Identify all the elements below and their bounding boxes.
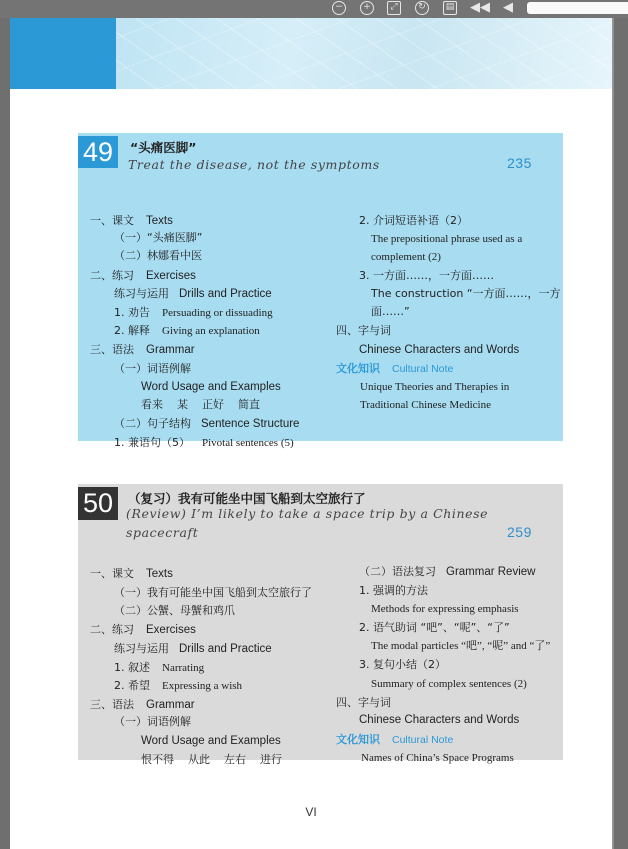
toc-text: Grammar <box>146 344 195 356</box>
prev-page-icon[interactable]: ◀◀ <box>470 0 490 15</box>
toc-line <box>371 232 522 246</box>
lesson-title-en: Treat the disease, not the symptoms <box>128 157 380 172</box>
toc-line <box>336 696 391 710</box>
toc-line <box>141 380 281 394</box>
toc-line <box>141 734 281 748</box>
toc-text: 从此 <box>188 753 210 766</box>
toc-line <box>90 698 195 712</box>
toc-text: 面……” <box>371 305 410 318</box>
toc-text: （二）句子结构 <box>114 417 191 430</box>
search-field[interactable] <box>527 2 628 14</box>
toc-line <box>114 679 242 693</box>
toc-line <box>114 287 272 301</box>
zoom-out-icon[interactable]: − <box>332 1 346 15</box>
fit-page-icon[interactable]: ⤢ <box>387 1 401 15</box>
toc-text: 2. 语气助词 “吧”、“呢”、“了” <box>359 621 510 634</box>
toc-line <box>336 362 453 376</box>
toc-line <box>371 639 550 653</box>
toc-line <box>359 621 510 635</box>
toc-text: 四、字与词 <box>336 324 391 337</box>
header-banner-block <box>10 18 116 89</box>
lesson-title-cn: “头痛医脚” <box>130 140 197 155</box>
lesson-title-en-line1: (Review) I’m likely to take a space trip by a Chinese <box>126 506 489 521</box>
toc-text: Word Usage and Examples <box>141 381 281 393</box>
toc-text: 正好 <box>202 398 224 411</box>
toc-text: Chinese Characters and Words <box>359 344 520 356</box>
rotate-icon[interactable]: ↻ <box>415 1 429 15</box>
toc-text: 进行 <box>260 753 282 766</box>
toc-line <box>114 417 299 431</box>
toc-line <box>141 753 296 767</box>
document-page <box>10 18 612 849</box>
toc-line <box>114 604 235 618</box>
toc-text: 练习与运用 <box>114 642 169 655</box>
toc-text: Pivotal sentences (5) <box>202 437 294 449</box>
lesson-49-box <box>78 133 563 449</box>
toc-text: 2. 解释 <box>114 324 150 337</box>
toc-line <box>359 584 428 598</box>
toc-line <box>114 642 272 656</box>
toc-text: 2. 希望 <box>114 679 150 692</box>
lesson-page-number: 259 <box>507 524 532 540</box>
toc-text: Grammar <box>146 699 195 711</box>
toc-line <box>359 343 519 357</box>
toc-line <box>114 249 202 263</box>
toc-text: Word Usage and Examples <box>141 735 281 747</box>
viewer-toolbar <box>0 0 628 18</box>
toc-line <box>359 269 494 283</box>
toc-line <box>114 715 191 729</box>
toc-text: The prepositional phrase used as a <box>371 233 523 245</box>
toc-text: 1. 兼语句（5） <box>114 436 190 449</box>
toc-text: 三、语法 <box>90 698 134 711</box>
toc-text: Cultural Note <box>392 363 454 375</box>
toc-line <box>114 324 260 338</box>
toc-text: （一）我有可能坐中国飞船到太空旅行了 <box>114 586 312 599</box>
toc-text: Traditional Chinese Medicine <box>360 399 491 411</box>
toc-text: 文化知识 <box>336 362 380 375</box>
toc-text: Giving an explanation <box>162 325 260 337</box>
toc-text: Names of China’s Space Programs <box>361 752 514 764</box>
toc-line <box>90 567 173 581</box>
page-number: VI <box>305 805 317 819</box>
toc-text: Grammar Review <box>446 566 536 578</box>
toc-text: 左右 <box>224 753 246 766</box>
toc-line <box>359 565 535 579</box>
toc-text: Unique Theories and Therapies in <box>360 381 510 393</box>
toc-line <box>114 436 294 450</box>
toc-text: 3. 复句小结（2） <box>359 658 446 671</box>
toc-text: （二）林娜看中医 <box>114 249 202 262</box>
toc-text: 1. 强调的方法 <box>359 584 428 597</box>
toc-line <box>90 269 196 283</box>
toc-line <box>90 214 173 228</box>
toc-text: 恨不得 <box>141 753 174 766</box>
toc-text: complement (2) <box>371 251 441 263</box>
toc-line <box>359 214 468 228</box>
toc-text: Cultural Note <box>392 734 454 746</box>
toc-text: Sentence Structure <box>201 418 300 430</box>
toc-text: 1. 叙述 <box>114 661 150 674</box>
toc-text: Drills and Practice <box>179 643 272 655</box>
toc-text: Narrating <box>162 662 205 674</box>
toc-line <box>90 623 196 637</box>
toc-line <box>361 751 514 765</box>
toc-line <box>114 661 204 675</box>
toc-line <box>371 250 441 264</box>
toc-text: The modal particles “吧”, “呢” and “了” <box>371 640 551 652</box>
toc-line <box>114 362 191 376</box>
toc-text: Exercises <box>146 624 196 636</box>
toc-line <box>359 713 519 727</box>
toc-text: The construction “一方面……，一方 <box>371 287 561 300</box>
toc-text: Texts <box>146 215 173 227</box>
toc-line <box>371 305 410 319</box>
toc-text: 简直 <box>238 398 260 411</box>
toc-line <box>141 398 274 412</box>
toc-line <box>360 380 509 394</box>
toc-line <box>114 586 312 600</box>
toc-line <box>336 733 453 747</box>
toc-text: Drills and Practice <box>179 288 272 300</box>
toc-text: 2. 介词短语补语（2） <box>359 214 468 227</box>
toc-text: Methods for expressing emphasis <box>371 603 519 615</box>
lesson-page-number: 235 <box>507 155 532 171</box>
toc-text: Persuading or dissuading <box>162 307 273 319</box>
toc-text: 一、课文 <box>90 214 134 227</box>
zoom-in-icon[interactable]: + <box>360 1 374 15</box>
lesson-50-box <box>78 484 563 766</box>
lesson-title-en-line2: spacecraft <box>126 525 199 540</box>
toc-text: 看来 <box>141 398 163 411</box>
toc-text: 1. 劝告 <box>114 306 150 319</box>
toc-text: Summary of complex sentences (2) <box>371 678 527 690</box>
toc-text: Chinese Characters and Words <box>359 714 520 726</box>
toc-text: 二、练习 <box>90 623 134 636</box>
toc-line <box>371 287 561 301</box>
toc-text: （一）词语例解 <box>114 362 191 375</box>
toc-text: 三、语法 <box>90 343 134 356</box>
back-icon[interactable]: ◀ <box>503 0 513 15</box>
toc-line <box>90 343 195 357</box>
lesson-number: 50 <box>78 487 118 520</box>
toc-text: Expressing a wish <box>162 680 243 692</box>
toc-text: （二）语法复习 <box>359 565 436 578</box>
toc-text: 练习与运用 <box>114 287 169 300</box>
toc-text: Exercises <box>146 270 196 282</box>
toc-line <box>360 398 491 412</box>
toc-line <box>371 602 519 616</box>
toc-text: 二、练习 <box>90 269 134 282</box>
lesson-number: 49 <box>78 136 118 168</box>
toc-line <box>371 677 527 691</box>
toc-text: 3. 一方面……，一方面…… <box>359 269 494 282</box>
toc-text: 四、字与词 <box>336 696 391 709</box>
toc-text: （二）公蟹、母蟹和鸡爪 <box>114 604 235 617</box>
toc-text: （一）词语例解 <box>114 715 191 728</box>
header-banner-pattern <box>116 18 612 89</box>
toc-line <box>336 324 391 338</box>
page-view-icon[interactable]: ▤ <box>443 1 457 15</box>
toc-text: 某 <box>177 398 188 411</box>
toc-text: （一）“头痛医脚” <box>114 231 203 244</box>
toc-text: 一、课文 <box>90 567 134 580</box>
toc-text: Texts <box>146 568 173 580</box>
toc-line <box>114 231 202 245</box>
toc-line <box>359 658 446 672</box>
lesson-title-cn: （复习）我有可能坐中国飞船到太空旅行了 <box>128 491 366 506</box>
toc-text: 文化知识 <box>336 733 380 746</box>
toc-line <box>114 306 273 320</box>
